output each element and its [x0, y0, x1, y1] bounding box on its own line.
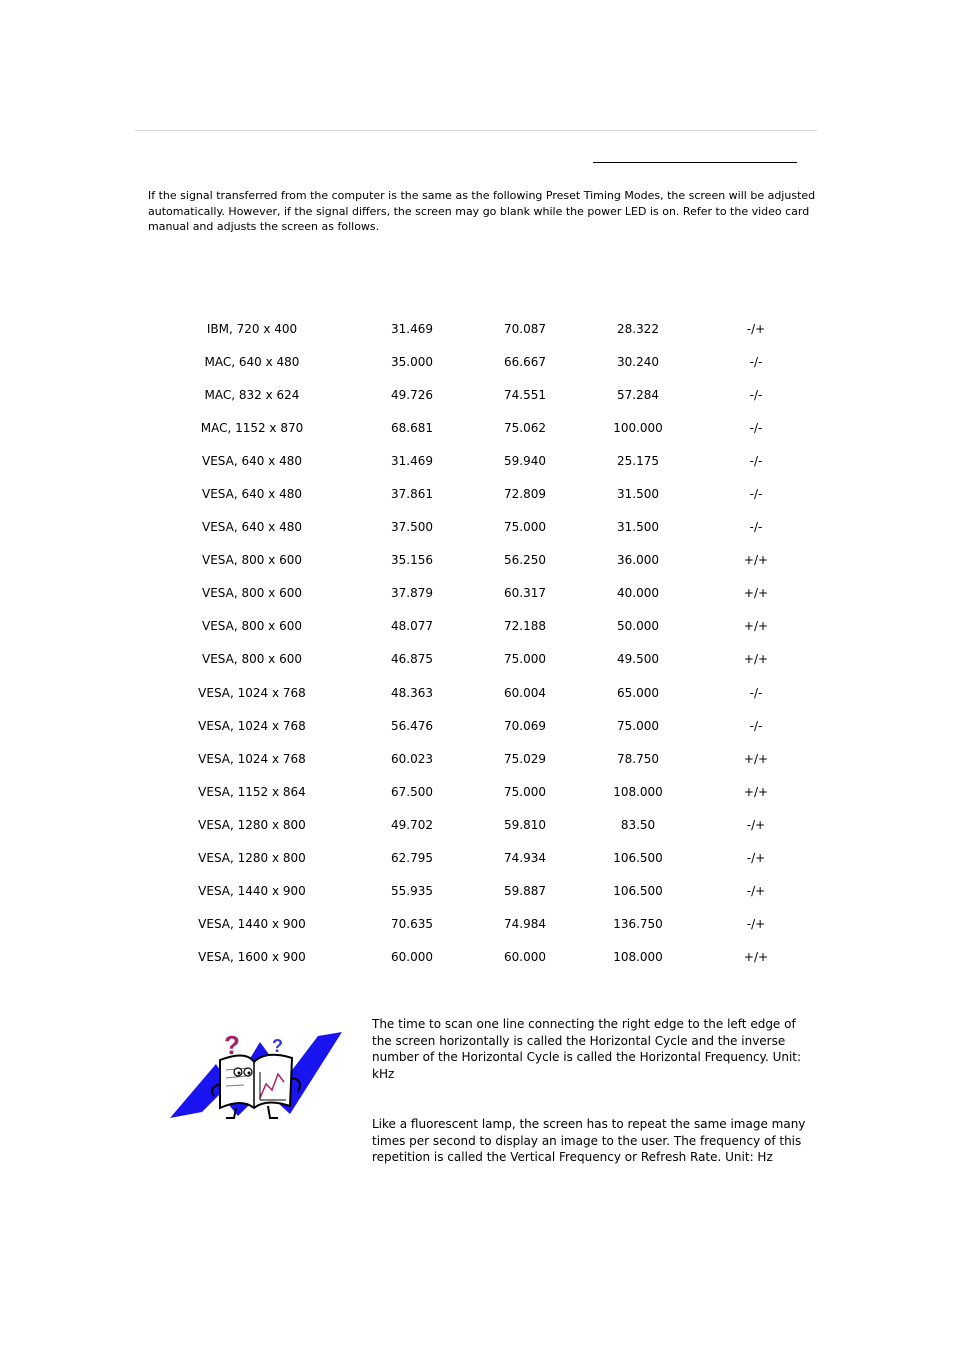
horizontal-frequency-cell: 46.875: [391, 652, 433, 667]
pixel-clock-cell: 50.000: [617, 619, 659, 634]
pixel-clock-cell: 49.500: [617, 652, 659, 667]
pixel-clock-cell: 31.500: [617, 520, 659, 535]
display-mode-cell: VESA, 800 x 600: [201, 553, 302, 568]
vertical-frequency-cell: 59.887: [504, 884, 546, 899]
display-mode-cell: VESA, 1440 x 900: [198, 917, 306, 932]
pixel-clock-cell: 106.500: [613, 884, 663, 899]
table-row: [148, 842, 818, 875]
table-row: [148, 411, 818, 444]
sync-polarity-cell: +/+: [743, 784, 769, 799]
horizontal-frequency-cell: 62.795: [391, 851, 433, 866]
pixel-clock-cell: 78.750: [617, 751, 659, 766]
table-row: [148, 312, 818, 345]
pixel-clock-cell: 25.175: [617, 453, 659, 468]
horizontal-frequency-cell: 37.879: [391, 586, 433, 601]
horizontal-frequency-cell: 31.469: [391, 321, 433, 336]
pixel-clock-cell: 30.240: [617, 354, 659, 369]
vertical-frequency-cell: 56.250: [504, 553, 546, 568]
horizontal-frequency-cell: 67.500: [391, 784, 433, 799]
table-row: [148, 511, 818, 544]
vertical-frequency-cell: 75.000: [504, 520, 546, 535]
vertical-frequency-description: Like a fluorescent lamp, the screen has to repeat the same image many times per second to display an image to the user. The frequency of this repetition is called the Vertical Frequency or Refresh Rate. Unit: Hz: [372, 1117, 806, 1164]
pixel-clock-cell: 36.000: [617, 553, 659, 568]
pixel-clock-cell: 83.50: [620, 817, 656, 832]
horizontal-frequency-cell: 49.726: [391, 387, 433, 402]
pixel-clock-cell: 108.000: [613, 950, 663, 965]
table-row: [148, 808, 818, 841]
sync-polarity-cell: +/+: [743, 950, 769, 965]
horizontal-frequency-cell: 68.681: [391, 420, 433, 435]
sync-polarity-cell: -/-: [749, 453, 763, 468]
sync-polarity-cell: -/-: [749, 354, 763, 369]
display-mode-cell: VESA, 1280 x 800: [198, 817, 306, 832]
display-mode-cell: VESA, 800 x 600: [201, 652, 302, 667]
display-mode-cell: MAC, 640 x 480: [204, 354, 300, 369]
pixel-clock-cell: 136.750: [613, 917, 663, 932]
table-row: [148, 676, 818, 709]
vertical-frequency-cell: 74.934: [504, 851, 546, 866]
table-row: [148, 544, 818, 577]
vertical-frequency-cell: 60.004: [504, 685, 546, 700]
question-mark-icon: ?: [272, 1036, 283, 1056]
horizontal-frequency-cell: 48.363: [391, 685, 433, 700]
sync-polarity-cell: -/+: [746, 817, 766, 832]
sync-polarity-cell: +/+: [743, 553, 769, 568]
table-row: [148, 875, 818, 908]
vertical-frequency-cell: 75.062: [504, 420, 546, 435]
title-underline: [593, 162, 797, 163]
vertical-frequency-cell: 75.000: [504, 652, 546, 667]
table-row: [148, 775, 818, 808]
pixel-clock-cell: 40.000: [617, 586, 659, 601]
pixel-clock-cell: 106.500: [613, 851, 663, 866]
sync-polarity-cell: +/+: [743, 751, 769, 766]
sync-polarity-cell: -/-: [749, 487, 763, 502]
display-mode-cell: VESA, 1152 x 864: [198, 784, 306, 799]
horizontal-frequency-cell: 56.476: [391, 718, 433, 733]
table-row: [148, 709, 818, 742]
pixel-clock-cell: 28.322: [617, 321, 659, 336]
table-row: [148, 577, 818, 610]
display-mode-cell: VESA, 1600 x 900: [198, 950, 306, 965]
horizontal-frequency-cell: 35.156: [391, 553, 433, 568]
sync-polarity-cell: +/+: [743, 619, 769, 634]
display-mode-cell: VESA, 1024 x 768: [198, 751, 306, 766]
table-row: [148, 610, 818, 643]
horizontal-frequency-cell: 55.935: [391, 884, 433, 899]
confused-book-character-icon: [168, 1028, 344, 1122]
display-mode-cell: IBM, 720 x 400: [206, 321, 298, 336]
vertical-frequency-cell: 72.188: [504, 619, 546, 634]
horizontal-frequency-cell: 70.635: [391, 917, 433, 932]
table-row: [148, 345, 818, 378]
display-mode-cell: MAC, 832 x 624: [204, 387, 300, 402]
table-row: [148, 444, 818, 477]
vertical-frequency-cell: 75.029: [504, 751, 546, 766]
horizontal-frequency-cell: 35.000: [391, 354, 433, 369]
table-row: [148, 643, 818, 676]
horizontal-frequency-cell: 48.077: [391, 619, 433, 634]
pixel-clock-cell: 31.500: [617, 487, 659, 502]
vertical-frequency-cell: 60.000: [504, 950, 546, 965]
pixel-clock-cell: 75.000: [617, 718, 659, 733]
horizontal-frequency-cell: 49.702: [391, 817, 433, 832]
sync-polarity-cell: +/+: [743, 586, 769, 601]
pixel-clock-cell: 100.000: [613, 420, 663, 435]
vertical-frequency-cell: 66.667: [504, 354, 546, 369]
horizontal-frequency-cell: 60.023: [391, 751, 433, 766]
sync-polarity-cell: -/-: [749, 685, 763, 700]
horizontal-frequency-cell: 37.500: [391, 520, 433, 535]
display-mode-cell: VESA, 640 x 480: [201, 453, 302, 468]
pixel-clock-cell: 65.000: [617, 685, 659, 700]
display-mode-cell: MAC, 1152 x 870: [200, 420, 304, 435]
sync-polarity-cell: -/+: [746, 884, 766, 899]
display-mode-cell: VESA, 1024 x 768: [198, 718, 306, 733]
vertical-frequency-cell: 59.810: [504, 817, 546, 832]
horizontal-frequency-cell: 60.000: [391, 950, 433, 965]
table-row: [148, 742, 818, 775]
display-mode-cell: VESA, 1280 x 800: [198, 851, 306, 866]
sync-polarity-cell: -/+: [746, 321, 766, 336]
pixel-clock-cell: 108.000: [613, 784, 663, 799]
preset-timing-table: [148, 312, 818, 974]
table-row: [148, 477, 818, 510]
sync-polarity-cell: +/+: [743, 652, 769, 667]
vertical-frequency-cell: 59.940: [504, 453, 546, 468]
vertical-frequency-cell: 70.069: [504, 718, 546, 733]
top-divider: [135, 130, 817, 131]
sync-polarity-cell: -/+: [746, 917, 766, 932]
display-mode-cell: VESA, 1440 x 900: [198, 884, 306, 899]
vertical-frequency-cell: 75.000: [504, 784, 546, 799]
pixel-clock-cell: 57.284: [617, 387, 659, 402]
sync-polarity-cell: -/-: [749, 387, 763, 402]
vertical-frequency-cell: 60.317: [504, 586, 546, 601]
horizontal-frequency-cell: 31.469: [391, 453, 433, 468]
sync-polarity-cell: -/-: [749, 718, 763, 733]
vertical-frequency-cell: 72.809: [504, 487, 546, 502]
sync-polarity-cell: -/+: [746, 851, 766, 866]
question-mark-icon: ?: [224, 1030, 240, 1060]
table-row: [148, 378, 818, 411]
display-mode-cell: VESA, 1024 x 768: [198, 685, 306, 700]
vertical-frequency-cell: 74.984: [504, 917, 546, 932]
display-mode-cell: VESA, 800 x 600: [201, 619, 302, 634]
vertical-frequency-cell: 74.551: [504, 387, 546, 402]
horizontal-frequency-cell: 37.861: [391, 487, 433, 502]
table-row: [148, 941, 818, 974]
sync-polarity-cell: -/-: [749, 520, 763, 535]
display-mode-cell: VESA, 800 x 600: [201, 586, 302, 601]
intro-paragraph: If the signal transferred from the computer is the same as the following Preset Timing Modes, the screen will be adjusted automatically. However, if the signal differs, the screen may go blank while the power LED is on. Refer to the video card manual and adjusts the screen as follows.: [148, 189, 816, 233]
horizontal-frequency-description: The time to scan one line connecting the right edge to the left edge of the screen horizontally is called the Horizontal Cycle and the inverse number of the Horizontal Cycle is called the Horizontal Frequency. Unit: kHz: [372, 1017, 802, 1081]
display-mode-cell: VESA, 640 x 480: [201, 487, 302, 502]
vertical-frequency-cell: 70.087: [504, 321, 546, 336]
sync-polarity-cell: -/-: [749, 420, 763, 435]
display-mode-cell: VESA, 640 x 480: [201, 520, 302, 535]
table-row: [148, 908, 818, 941]
